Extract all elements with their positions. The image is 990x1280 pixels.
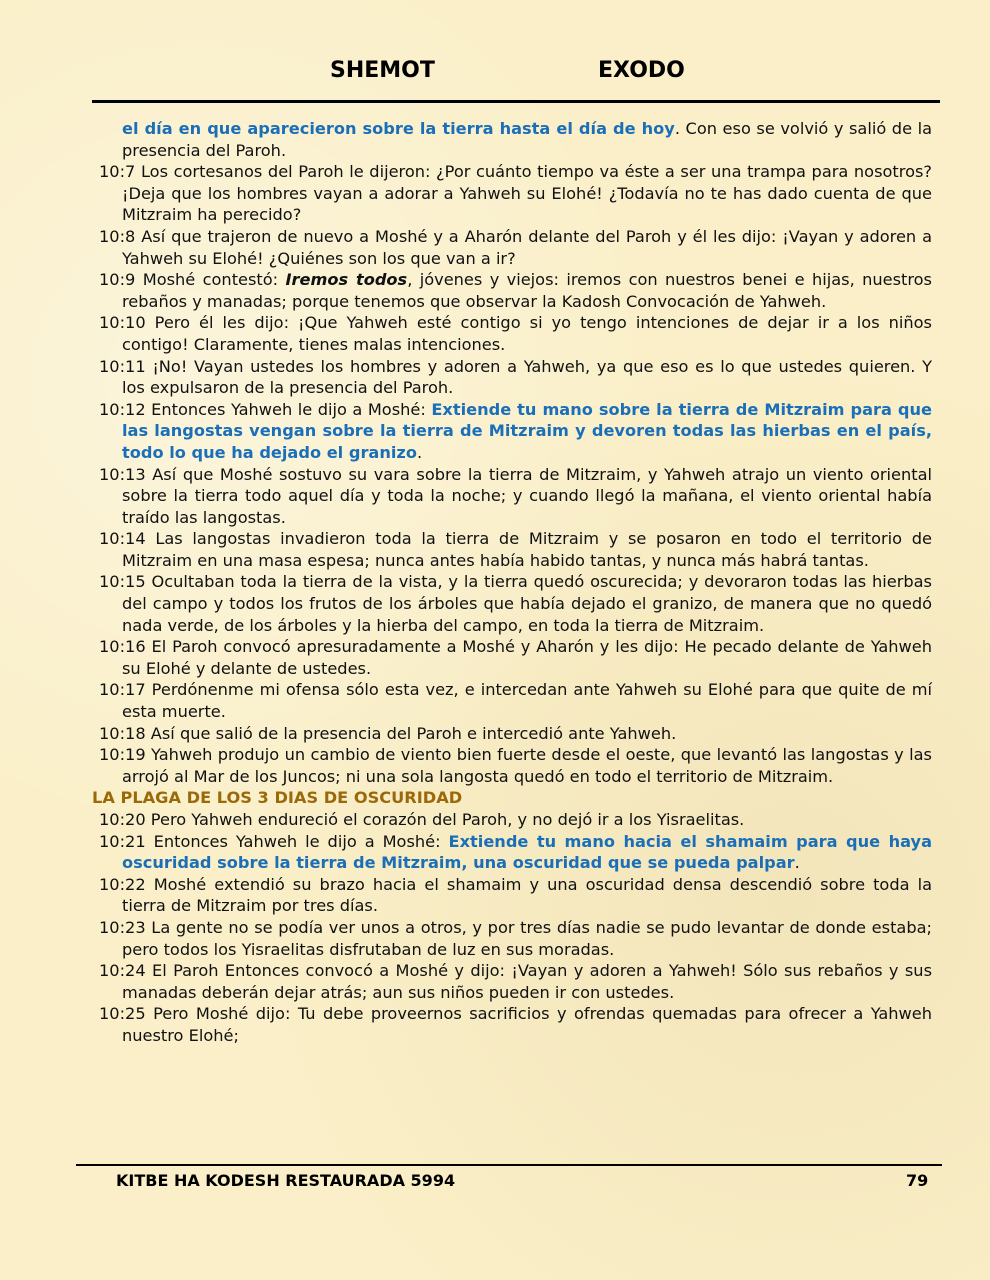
verse-10-8: 10:8 Así que trajeron de nuevo a Moshé y a Aharón delante del Paroh y él les dijo: ¡Vayan y adoren a Yahweh su Elohé! ¿Quiénes son los que van a ir? (99, 226, 932, 268)
verse-text: 10:9 Moshé contestó: (99, 270, 286, 290)
header-book-spanish: EXODO (598, 58, 685, 83)
verse-10-16: 10:16 El Paroh convocó apresuradamente a Moshé y Aharón y les dijo: He pecado delante de Yahweh su Elohé y delante de ustedes. (99, 637, 932, 678)
verse-text: , jóvenes y viejos: iremos con nuestros benei e hijas, nuestros rebaños y manadas; porque tenemos que observar la Kadosh Convocación de Yahweh. (122, 270, 932, 311)
footer-rule (76, 1164, 942, 1166)
verse-text: 10:12 Entonces Yahweh le dijo a Moshé: (99, 399, 432, 419)
verse-10-23: 10:23 La gente no se podía ver unos a otros, y por tres días nadie se pudo levantar de donde estaba; pero todos los Yisraelitas disfrutaban de luz en sus moradas. (99, 917, 932, 959)
verse-10-17: 10:17 Perdónenme mi ofensa sólo esta vez, e intercedan ante Yahweh su Elohé para que quite de mí esta muerte. (99, 680, 932, 722)
verse-10-20: 10:20 Pero Yahweh endureció el corazón del Paroh, y no dejó ir a los Yisraelitas. (99, 810, 745, 829)
verse-10-10: 10:10 Pero él les dijo: ¡Que Yahweh esté contigo si yo tengo intenciones de dejar ir a los niños contigo! Claramente, tienes malas intenciones. (99, 313, 932, 354)
verse-10-7: 10:7 Los cortesanos del Paroh le dijeron: ¿Por cuánto tiempo va éste a ser una trampa para nosotros? ¡Deja que los hombres vayan a adorar a Yahweh su Elohé! ¿Todavía no te has dado cuenta de que Mitzraim ha perecido? (99, 162, 932, 225)
verse-10-22: 10:22 Moshé extendió su brazo hacia el shamaim y una oscuridad densa descendió sobre toda la tierra de Mitzraim por tres días. (99, 874, 932, 916)
header-rule (92, 100, 940, 103)
page-number: 79 (906, 1171, 929, 1190)
footer-title: KITBE HA KODESH RESTAURADA 5994 (116, 1171, 456, 1190)
verse-10-19: 10:19 Yahweh produjo un cambio de viento bien fuerte desde el oeste, que levantó las langostas y las arrojó al Mar de los Juncos; ni una sola langosta quedó en todo el territorio de Mitzraim. (99, 745, 932, 786)
verse-continuation (92, 118, 932, 161)
verse-10-9 (92, 269, 932, 312)
emphasis-text: Iremos todos (285, 270, 408, 290)
highlight-text: el día en que aparecieron sobre la tierra hasta el día de hoy (122, 119, 675, 138)
verse-10-11: 10:11 ¡No! Vayan ustedes los hombres y adoren a Yahweh, ya que eso es lo que ustedes quieren. Y los expulsaron de la presencia del Paroh. (99, 356, 932, 398)
verse-10-18: 10:18 Así que salió de la presencia del Paroh e intercedió ante Yahweh. (99, 723, 677, 743)
verse-10-24: 10:24 El Paroh Entonces convocó a Moshé y dijo: ¡Vayan y adoren a Yahweh! Sólo sus rebaños y sus manadas deberán dejar atrás; aun sus niños pueden ir con ustedes. (99, 961, 932, 1002)
section-title: LA PLAGA DE LOS 3 DIAS DE OSCURIDAD (92, 788, 463, 808)
verse-10-15: 10:15 Ocultaban toda la tierra de la vista, y la tierra quedó oscurecida; y devoraron todas las hierbas del campo y todos los frutos de los árboles que había dejado el granizo, de manera que no quedó nada verde, de los árboles y la hierba del campo, en toda la tierra de Mitzraim. (99, 572, 932, 635)
verse-10-13: 10:13 Así que Moshé sostuvo su vara sobre la tierra de Mitzraim, y Yahweh atrajo un viento oriental sobre la tierra todo aquel día y toda la noche; y cuando llegó la mañana, el viento oriental había traído las langostas. (99, 464, 932, 527)
highlight-text: Extiende tu mano sobre la tierra de Mitzraim para que las langostas vengan sobre la tierra de Mitzraim y devoren todas las hierbas en el país, todo lo que ha dejado el granizo (122, 399, 933, 462)
header-book-hebrew: SHEMOT (330, 58, 435, 83)
verse-text: . Con eso se volvió y salió de la presencia del Paroh. (122, 119, 932, 160)
verse-text: . (416, 442, 423, 462)
verse-text: 10:21 Entonces Yahweh le dijo a Moshé: (99, 831, 449, 851)
highlight-text: Extiende tu mano hacia el shamaim para que haya oscuridad sobre la tierra de Mitzraim, una oscuridad que se pueda palpar (122, 831, 932, 873)
verse-10-21 (92, 831, 932, 874)
verse-10-25: 10:25 Pero Moshé dijo: Tu debe proveernos sacrificios y ofrendas quemadas para ofrecer a Yahweh nuestro Elohé; (99, 1004, 932, 1045)
verse-text: . (794, 853, 800, 873)
verse-10-12 (92, 399, 932, 464)
page-body (92, 118, 932, 1047)
page-header (0, 58, 990, 90)
verse-10-14: 10:14 Las langostas invadieron toda la tierra de Mitzraim y se posaron en todo el territorio de Mitzraim en una masa espesa; nunca antes había habido tantas, y nunca más habrá tantas. (99, 529, 932, 570)
